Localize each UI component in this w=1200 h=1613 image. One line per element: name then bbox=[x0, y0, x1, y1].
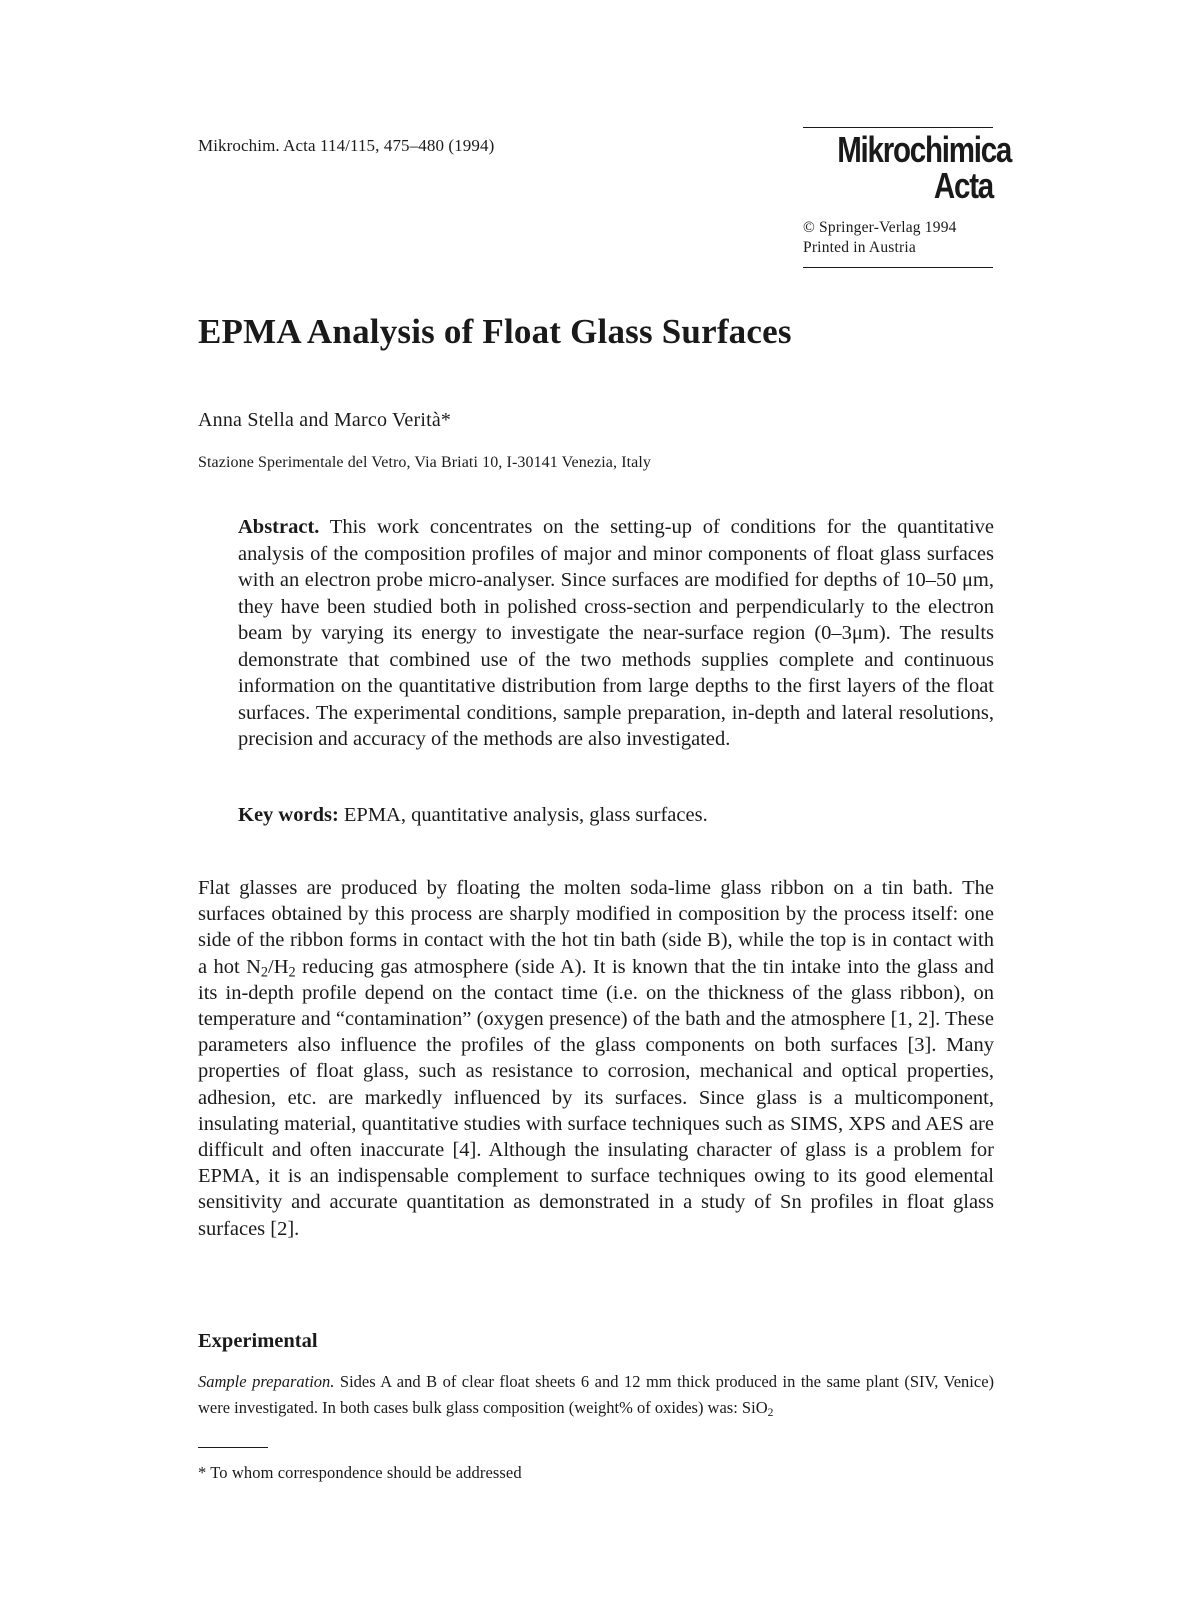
footnote-rule bbox=[198, 1447, 268, 1448]
journal-logo bbox=[837, 129, 1012, 206]
footnote: * To whom correspondence should be addressed bbox=[198, 1463, 522, 1482]
masthead-bottom-rule bbox=[803, 267, 993, 268]
copyright-line: © Springer-Verlag 1994 bbox=[803, 219, 957, 236]
slash-h: /H bbox=[268, 955, 289, 978]
keywords-text: EPMA, quantitative analysis, glass surfaces. bbox=[343, 804, 708, 826]
journal-logo-line1: Mikrochimica bbox=[837, 129, 1012, 170]
keywords-label: Key words: bbox=[238, 804, 339, 826]
section-heading-experimental: Experimental bbox=[198, 1330, 318, 1352]
intro-text-part2: reducing gas atmosphere (side A). It is known that the tin intake into the glass and its in-depth profile depend on the contact time (i.e. on the thickness of the glass ribbon), on temperature and “contamination” (oxygen presence) of the bath and the atmosphere [1, 2]. These parameters also influence the profiles of the glass components on both surfaces [3]. Many properties of float glass, such as resistance to corrosion, mechanical and optical properties, adhesion, etc. are markedly influenced by its surfaces. Since glass is a multicomponent, insulating material, quantitative studies with surface techniques such as SIMS, XPS and AES are difficult and often inaccurate [4]. Although the insulating character of glass is a problem for EPMA, it is an indispensable complement to surface techniques owing to its good elemental sensitivity and accurate quantitation as demonstrated in a study of Sn profiles in float glass surfaces [2]. bbox=[198, 955, 994, 1240]
sio2-subscript: 2 bbox=[767, 1406, 774, 1419]
sample-preparation-label: Sample preparation. bbox=[198, 1372, 335, 1391]
h2-subscript: 2 bbox=[288, 964, 296, 981]
keywords-paragraph bbox=[238, 802, 708, 828]
introduction-paragraph bbox=[198, 875, 994, 1242]
journal-logo-line2: Acta bbox=[933, 165, 993, 206]
journal-masthead bbox=[803, 127, 1012, 268]
printed-line: Printed in Austria bbox=[803, 239, 916, 256]
article-authors: Anna Stella and Marco Verità* bbox=[198, 409, 452, 431]
article-title: EPMA Analysis of Float Glass Surfaces bbox=[198, 312, 792, 351]
abstract-text: This work concentrates on the setting-up of conditions for the quantitative analysis of the composition profiles of major and minor components of float glass surfaces with an electron probe micro-analyser. Since surfaces are modified for depths of 10–50 μm, they have been studied both in polished cross-section and perpendicularly to the electron beam by varying its energy to investigate the near-surface region (0–3μm). The results demonstrate that combined use of the two methods supplies complete and continuous information on the quantitative distribution from large depths to the first layers of the float surfaces. The experimental conditions, sample preparation, in-depth and lateral resolutions, precision and accuracy of the methods are also investigated. bbox=[238, 516, 994, 750]
abstract-label: Abstract. bbox=[238, 516, 320, 538]
author-affiliation: Stazione Sperimentale del Vetro, Via Briati 10, I-30141 Venezia, Italy bbox=[198, 454, 652, 471]
publisher-info bbox=[803, 218, 993, 258]
sample-preparation-text: Sides A and B of clear float sheets 6 and 12 mm thick produced in the same plant (SIV, Venice) were investigated. In both cases bulk glass composition (weight% of oxides) was: SiO bbox=[198, 1372, 995, 1417]
intro-text-part1: Flat glasses are produced by floating the molten soda-lime glass ribbon on a tin bath. The surfaces obtained by this process are sharply modified in composition by the process itself: one side of the ribbon forms in contact with the hot tin bath (side B), while the top is in contact with a hot N bbox=[198, 877, 994, 978]
masthead-top-rule bbox=[803, 127, 993, 128]
sample-preparation-paragraph bbox=[198, 1369, 994, 1421]
abstract-paragraph bbox=[238, 514, 994, 753]
journal-citation: Mikrochim. Acta 114/115, 475–480 (1994) bbox=[198, 136, 495, 155]
n2-subscript: 2 bbox=[260, 964, 269, 981]
